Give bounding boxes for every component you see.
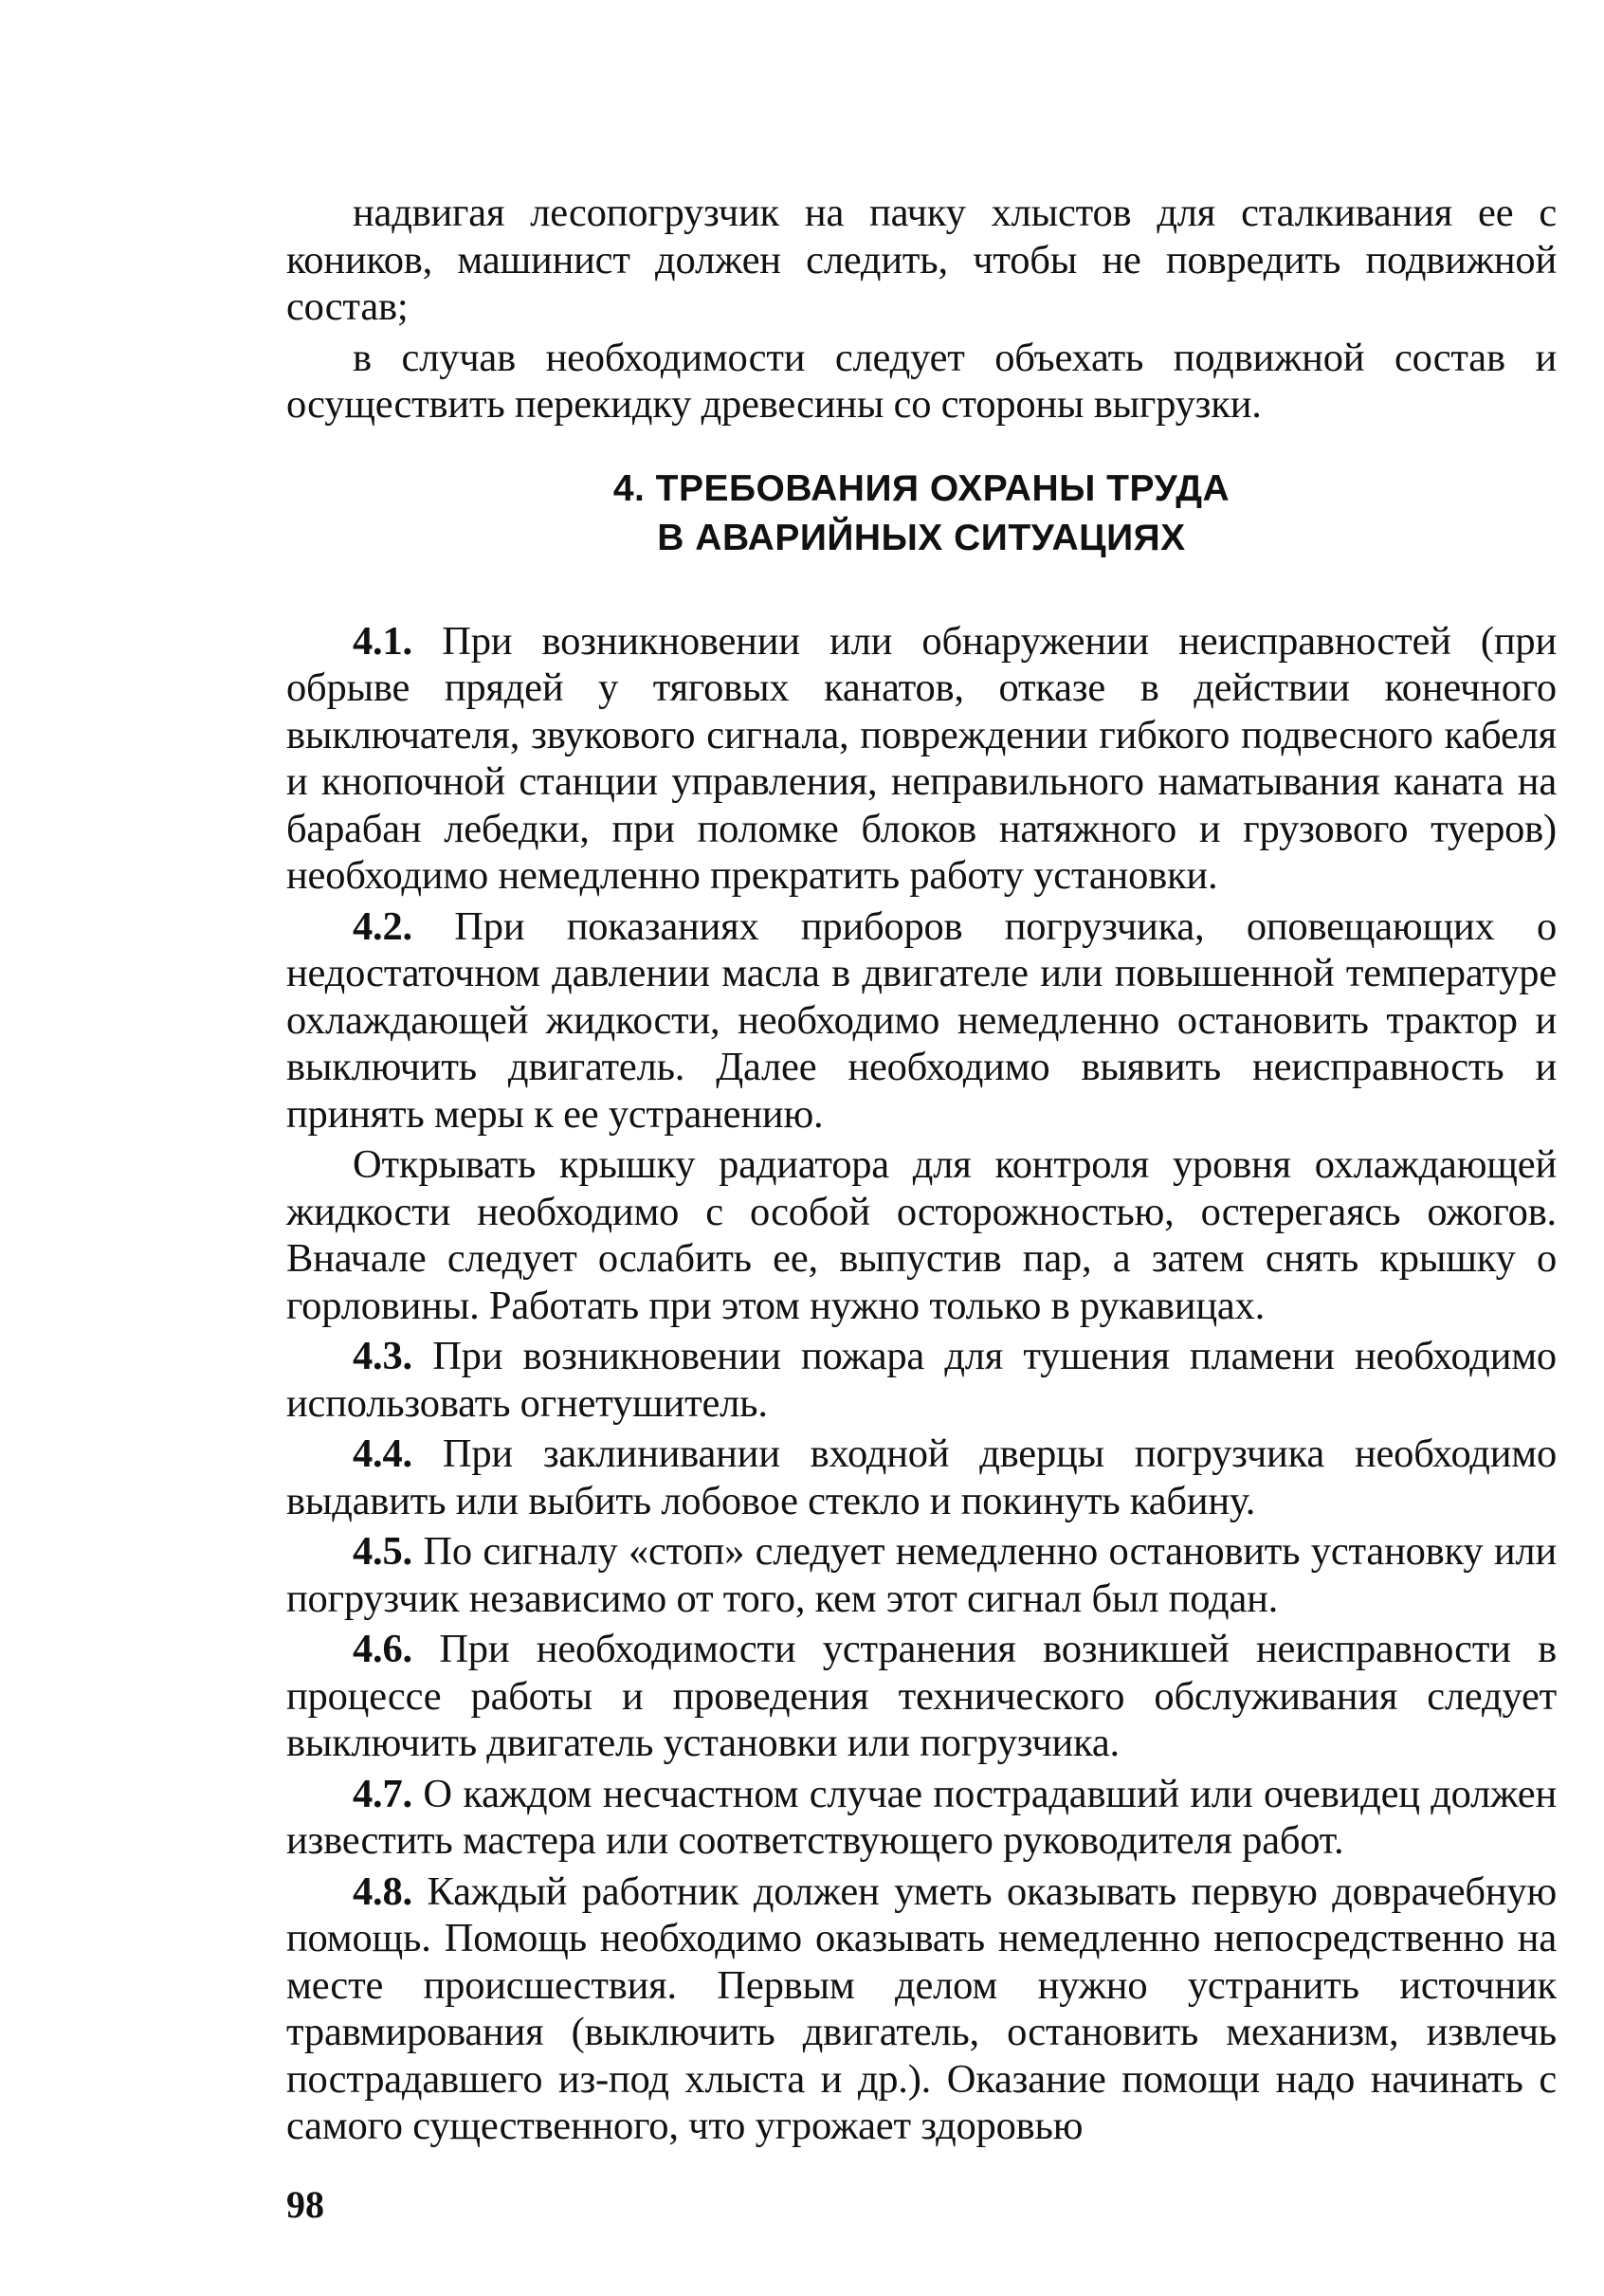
clause-text: При заклинивании входной дверцы погрузчика необходимо выдавить или выбить лобовое стекло и покинуть кабину. [286, 1431, 1557, 1523]
section-heading-line-2: В АВАРИЙНЫХ СИТУАЦИЯХ [657, 517, 1186, 558]
clause-number: 4.2. [353, 903, 412, 949]
clause-number: 4.1. [353, 618, 412, 664]
clause-number: 4.6. [353, 1627, 412, 1671]
paragraph-intro-1: надвигая лесопогрузчик на пачку хлыстов для сталкивания ее с коников, машинист должен следить, чтобы не повредить подвижной состав; [286, 191, 1557, 329]
clause-text: По сигналу «стоп» следует немедленно остановить установку или погрузчик независимо от того, кем этот сигнал был подан. [286, 1529, 1557, 1621]
clause-number: 4.3. [353, 1334, 412, 1378]
paragraph-4-3 [286, 1333, 1557, 1427]
paragraph-intro-2: в случав необходимости следует объехать подвижной состав и осуществить перекидку древесины со стороны выгрузки. [286, 335, 1557, 427]
clause-text: О каждом несчастном случае пострадавший или очевидец должен известить мастера или соответствующего руководителя работ. [286, 1771, 1557, 1863]
clause-text: При необходимости устранения возникшей неисправности в процессе работы и проведения технического обслуживания следует выключить двигатель установки или погрузчика. [286, 1627, 1557, 1765]
clause-number: 4.8. [353, 1868, 412, 1914]
clause-text: При возникновении или обнаружении неисправностей (при обрыве прядей у тяговых канатов, отказе в действии конечного выключателя, звукового сигнала, повреждении гибкого подвесного кабеля и кнопочной станции управления, неправильного наматывания каната на барабан лебедки, при поломке блоков натяжного и грузового туеров) необходимо немедленно прекратить работу установки. [286, 618, 1557, 898]
paragraph-4-2 [286, 903, 1557, 1139]
clause-text: При показаниях приборов погрузчика, оповещающих о недостаточном давлении масла в двигателе или повышенной температуре охлаждающей жидкости, необходимо немедленно остановить трактор и выключить двигатель. Далее необходимо выявить неисправность и принять меры к ее устранению. [286, 903, 1557, 1137]
clause-number: 4.5. [353, 1529, 412, 1574]
clause-text: Каждый работник должен уметь оказывать первую доврачебную помощь. Помощь необходимо оказывать немедленно непосредственно на месте происшествия. Первым делом нужно устранить источник травмирования (выключить двигатель, остановить механизм, извлечь пострадавшего из-под хлыста и др.). Оказание помощи надо начинать с самого существенного, что угрожает здоровью [286, 1868, 1557, 2148]
clause-number: 4.4. [353, 1431, 412, 1476]
section-heading [286, 465, 1557, 563]
paragraph-4-8 [286, 1868, 1557, 2150]
page-number: 98 [286, 2183, 324, 2226]
clause-text: При возникновении пожара для тушения пламени необходимо использовать огнетушитель. [286, 1334, 1557, 1426]
clause-text: Открывать крышку радиатора для контроля уровня охлаждающей жидкости необходимо с особой осторожностью, остерегаясь ожогов. Вначале следует ослабить ее, выпустив пар, а затем снять крышку о горловины. Работать при этом нужно только в рукавицах. [286, 1142, 1557, 1328]
paragraph-4-7 [286, 1771, 1557, 1865]
page-body [286, 190, 1557, 2154]
paragraph-4-6 [286, 1626, 1557, 1767]
paragraph-radiator [286, 1141, 1557, 1329]
paragraph-4-4 [286, 1430, 1557, 1524]
paragraph-4-1 [286, 618, 1557, 900]
clause-number: 4.7. [353, 1771, 412, 1816]
paragraph-4-5 [286, 1528, 1557, 1622]
section-heading-line-1: 4. ТРЕБОВАНИЯ ОХРАНЫ ТРУДА [612, 467, 1230, 509]
